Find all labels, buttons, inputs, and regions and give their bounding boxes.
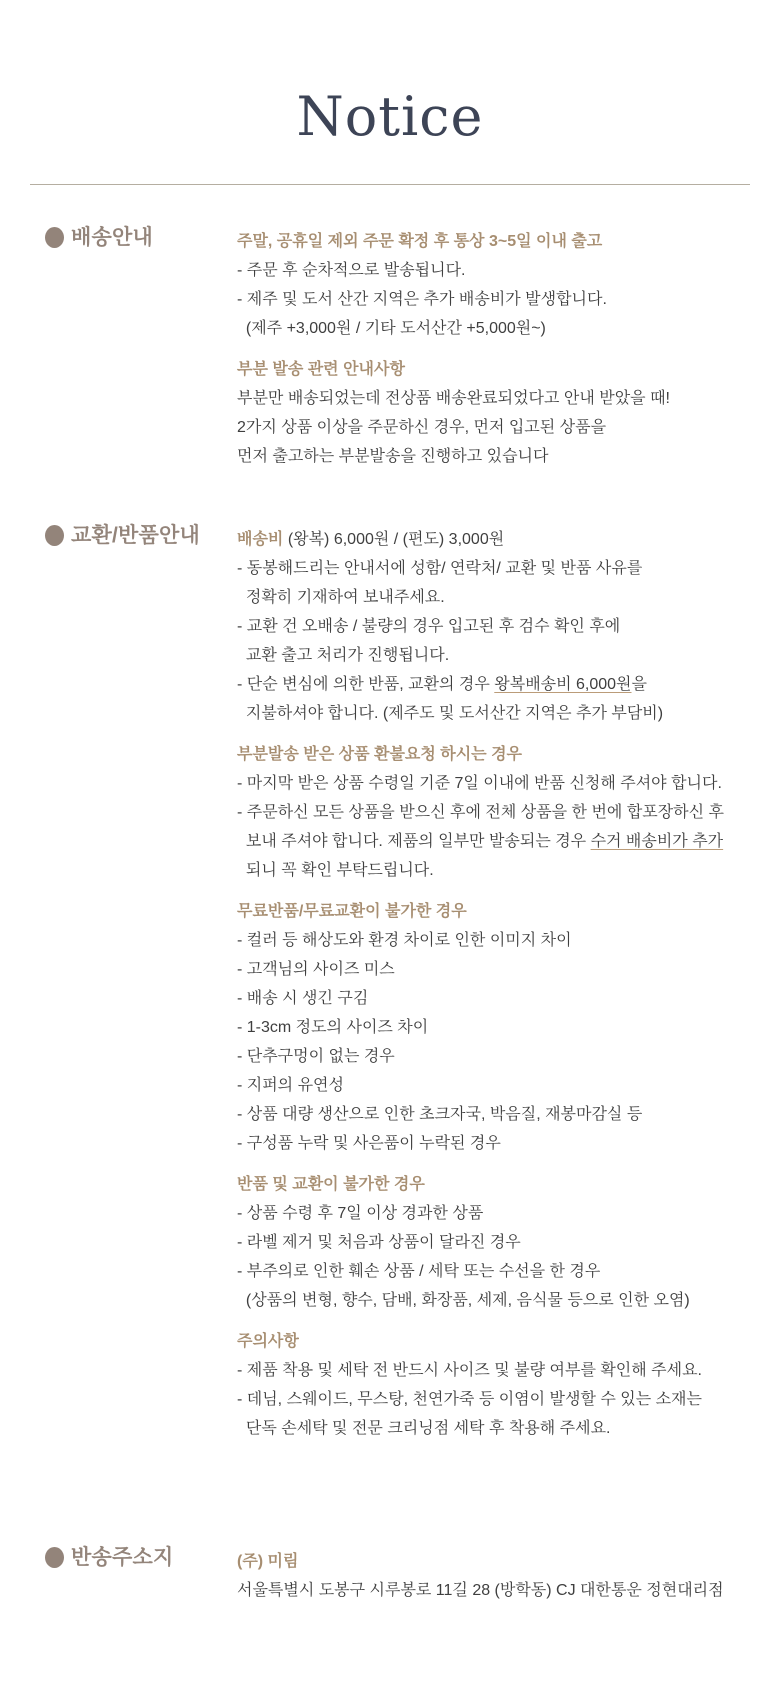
notice-line bbox=[237, 285, 752, 314]
notice-line bbox=[237, 1228, 752, 1257]
page-title: Notice bbox=[296, 85, 484, 149]
notice-line bbox=[237, 955, 752, 984]
text-run: - 컬러 등 해상도와 환경 차이로 인한 이미지 차이 bbox=[237, 932, 572, 950]
notice-line bbox=[237, 525, 752, 554]
notice-block bbox=[237, 1170, 752, 1315]
notice-line bbox=[237, 670, 752, 699]
section-content bbox=[237, 1545, 752, 1605]
text-run: - 교환 건 오배송 / 불량의 경우 입고된 후 검수 확인 후에 bbox=[237, 618, 621, 636]
text-run: (왕복) 6,000원 / (편도) 3,000원 bbox=[283, 531, 505, 549]
block-subheading-text: 주의사항 bbox=[237, 1333, 299, 1351]
text-run: 되니 꼭 확인 부탁드립니다. bbox=[237, 862, 434, 880]
text-run: - 단순 변심에 의한 반품, 교환의 경우 bbox=[237, 676, 495, 694]
notice-block bbox=[237, 355, 752, 471]
notice-line bbox=[237, 384, 752, 413]
text-run: - 제품 착용 및 세탁 전 반드시 사이즈 및 불량 여부를 확인해 주세요. bbox=[237, 1362, 702, 1380]
text-run: 지불하셔야 합니다. (제주도 및 도서산간 지역은 추가 부담비) bbox=[237, 705, 664, 723]
text-run: 정확히 기재하여 보내주세요. bbox=[237, 589, 445, 607]
notice-line bbox=[237, 612, 752, 641]
block-subheading-text: 부분 발송 관련 안내사항 bbox=[237, 361, 405, 379]
text-run: - 상품 수령 후 7일 이상 경과한 상품 bbox=[237, 1205, 484, 1223]
text-run: (제주 +3,000원 / 기타 도서산간 +5,000원~) bbox=[237, 320, 546, 338]
section-bullet-icon bbox=[45, 525, 64, 546]
notice-line bbox=[237, 1414, 752, 1443]
notice-line bbox=[237, 554, 752, 583]
notice-line bbox=[237, 1286, 752, 1315]
block-subheading-text: 배송비 bbox=[237, 531, 284, 549]
notice-line bbox=[237, 1385, 752, 1414]
notice-line bbox=[237, 1013, 752, 1042]
notice-line bbox=[237, 641, 752, 670]
notice-line bbox=[237, 314, 752, 343]
section-left-column bbox=[30, 225, 237, 250]
notice-line bbox=[237, 227, 752, 256]
text-run: 단독 손세탁 및 전문 크리닝점 세탁 후 착용해 주세요. bbox=[237, 1420, 611, 1438]
notice-line bbox=[237, 1327, 752, 1356]
notice-line bbox=[237, 1071, 752, 1100]
block-subheading-text: 부분발송 받은 상품 환불요청 하시는 경우 bbox=[237, 746, 522, 764]
text-run: - 1-3cm 정도의 사이즈 차이 bbox=[237, 1019, 429, 1037]
text-run: 을 bbox=[631, 676, 647, 694]
notice-sections bbox=[0, 225, 780, 1665]
text-run: - 데님, 스웨이드, 무스탕, 천연가죽 등 이염이 발생할 수 있는 소재는 bbox=[237, 1391, 702, 1409]
text-run: 2가지 상품 이상을 주문하신 경우, 먼저 입고된 상품을 bbox=[237, 419, 607, 437]
notice-block bbox=[237, 227, 752, 343]
section-content bbox=[237, 523, 752, 1443]
notice-line bbox=[237, 1199, 752, 1228]
section-content bbox=[237, 225, 752, 471]
notice-line bbox=[237, 1547, 752, 1576]
text-run: 보내 주셔야 합니다. 제품의 일부만 발송되는 경우 bbox=[237, 833, 591, 851]
notice-block bbox=[237, 897, 752, 1158]
notice-block bbox=[237, 1547, 752, 1605]
section-heading: 배송안내 bbox=[71, 226, 153, 250]
section-shipping-info bbox=[30, 225, 752, 471]
section-heading: 반송주소지 bbox=[71, 1546, 174, 1570]
notice-line bbox=[237, 355, 752, 384]
text-run: - 라벨 제거 및 처음과 상품이 달라진 경우 bbox=[237, 1234, 521, 1252]
text-run: - 상품 대량 생산으로 인한 초크자국, 박음질, 재봉마감실 등 bbox=[237, 1106, 643, 1124]
text-run: - 고객님의 사이즈 미스 bbox=[237, 961, 395, 979]
text-run: - 주문 후 순차적으로 발송됩니다. bbox=[237, 262, 466, 280]
title-divider bbox=[30, 184, 750, 185]
notice-line bbox=[237, 827, 752, 856]
text-run: - 배송 시 생긴 구김 bbox=[237, 990, 369, 1008]
text-run: 서울특별시 도봉구 시루봉로 11길 28 (방학동) CJ 대한통운 정현대리점 bbox=[237, 1582, 724, 1600]
section-heading: 교환/반품안내 bbox=[71, 524, 200, 548]
text-run: - 지퍼의 유연성 bbox=[237, 1077, 344, 1095]
notice-block bbox=[237, 1327, 752, 1443]
block-subheading-text: 주말, 공휴일 제외 주문 확정 후 통상 3~5일 이내 출고 bbox=[237, 233, 603, 251]
text-run: - 제주 및 도서 산간 지역은 추가 배송비가 발생합니다. bbox=[237, 291, 607, 309]
section-bullet-icon bbox=[45, 1547, 64, 1568]
notice-line bbox=[237, 1129, 752, 1158]
notice-line bbox=[237, 1356, 752, 1385]
notice-line bbox=[237, 856, 752, 885]
section-exchange-return-info bbox=[30, 523, 752, 1443]
underlined-text: 왕복배송비 6,000원 bbox=[494, 676, 632, 694]
text-run: - 마지막 받은 상품 수령일 기준 7일 이내에 반품 신청해 주셔야 합니다. bbox=[237, 775, 722, 793]
section-bullet-icon bbox=[45, 227, 64, 248]
underlined-text: 수거 배송비가 추가 bbox=[590, 833, 724, 851]
notice-line bbox=[237, 926, 752, 955]
notice-line bbox=[237, 1576, 752, 1605]
notice-line bbox=[237, 798, 752, 827]
notice-line bbox=[237, 1042, 752, 1071]
notice-line bbox=[237, 897, 752, 926]
notice-line bbox=[237, 699, 752, 728]
text-run: - 부주의로 인한 훼손 상품 / 세탁 또는 수선을 한 경우 bbox=[237, 1263, 601, 1281]
notice-line bbox=[237, 769, 752, 798]
text-run: 먼저 출고하는 부분발송을 진행하고 있습니다 bbox=[237, 448, 549, 466]
notice-line bbox=[237, 413, 752, 442]
notice-block bbox=[237, 525, 752, 728]
section-left-column bbox=[30, 1545, 237, 1570]
notice-line bbox=[237, 583, 752, 612]
notice-line bbox=[237, 1100, 752, 1129]
text-run: (상품의 변형, 향수, 담배, 화장품, 세제, 음식물 등으로 인한 오염) bbox=[237, 1292, 690, 1310]
text-run: 부분만 배송되었는데 전상품 배송완료되었다고 안내 받았을 때! bbox=[237, 390, 670, 408]
text-run: - 주문하신 모든 상품을 받으신 후에 전체 상품을 한 번에 합포장하신 후 bbox=[237, 804, 724, 822]
text-run: 교환 출고 처리가 진행됩니다. bbox=[237, 647, 450, 665]
notice-line bbox=[237, 256, 752, 285]
block-subheading-text: 반품 및 교환이 불가한 경우 bbox=[237, 1176, 425, 1194]
section-left-column bbox=[30, 523, 237, 548]
block-subheading-text: 무료반품/무료교환이 불가한 경우 bbox=[237, 903, 467, 921]
notice-line bbox=[237, 984, 752, 1013]
notice-line bbox=[237, 740, 752, 769]
text-run: - 동봉해드리는 안내서에 성함/ 연락처/ 교환 및 반품 사유를 bbox=[237, 560, 643, 578]
block-subheading-text: (주) 미림 bbox=[237, 1553, 299, 1571]
section-return-address bbox=[30, 1545, 752, 1605]
notice-line bbox=[237, 442, 752, 471]
text-run: - 구성품 누락 및 사은품이 누락된 경우 bbox=[237, 1135, 501, 1153]
notice-line bbox=[237, 1170, 752, 1199]
notice-block bbox=[237, 740, 752, 885]
notice-line bbox=[237, 1257, 752, 1286]
text-run: - 단추구멍이 없는 경우 bbox=[237, 1048, 395, 1066]
